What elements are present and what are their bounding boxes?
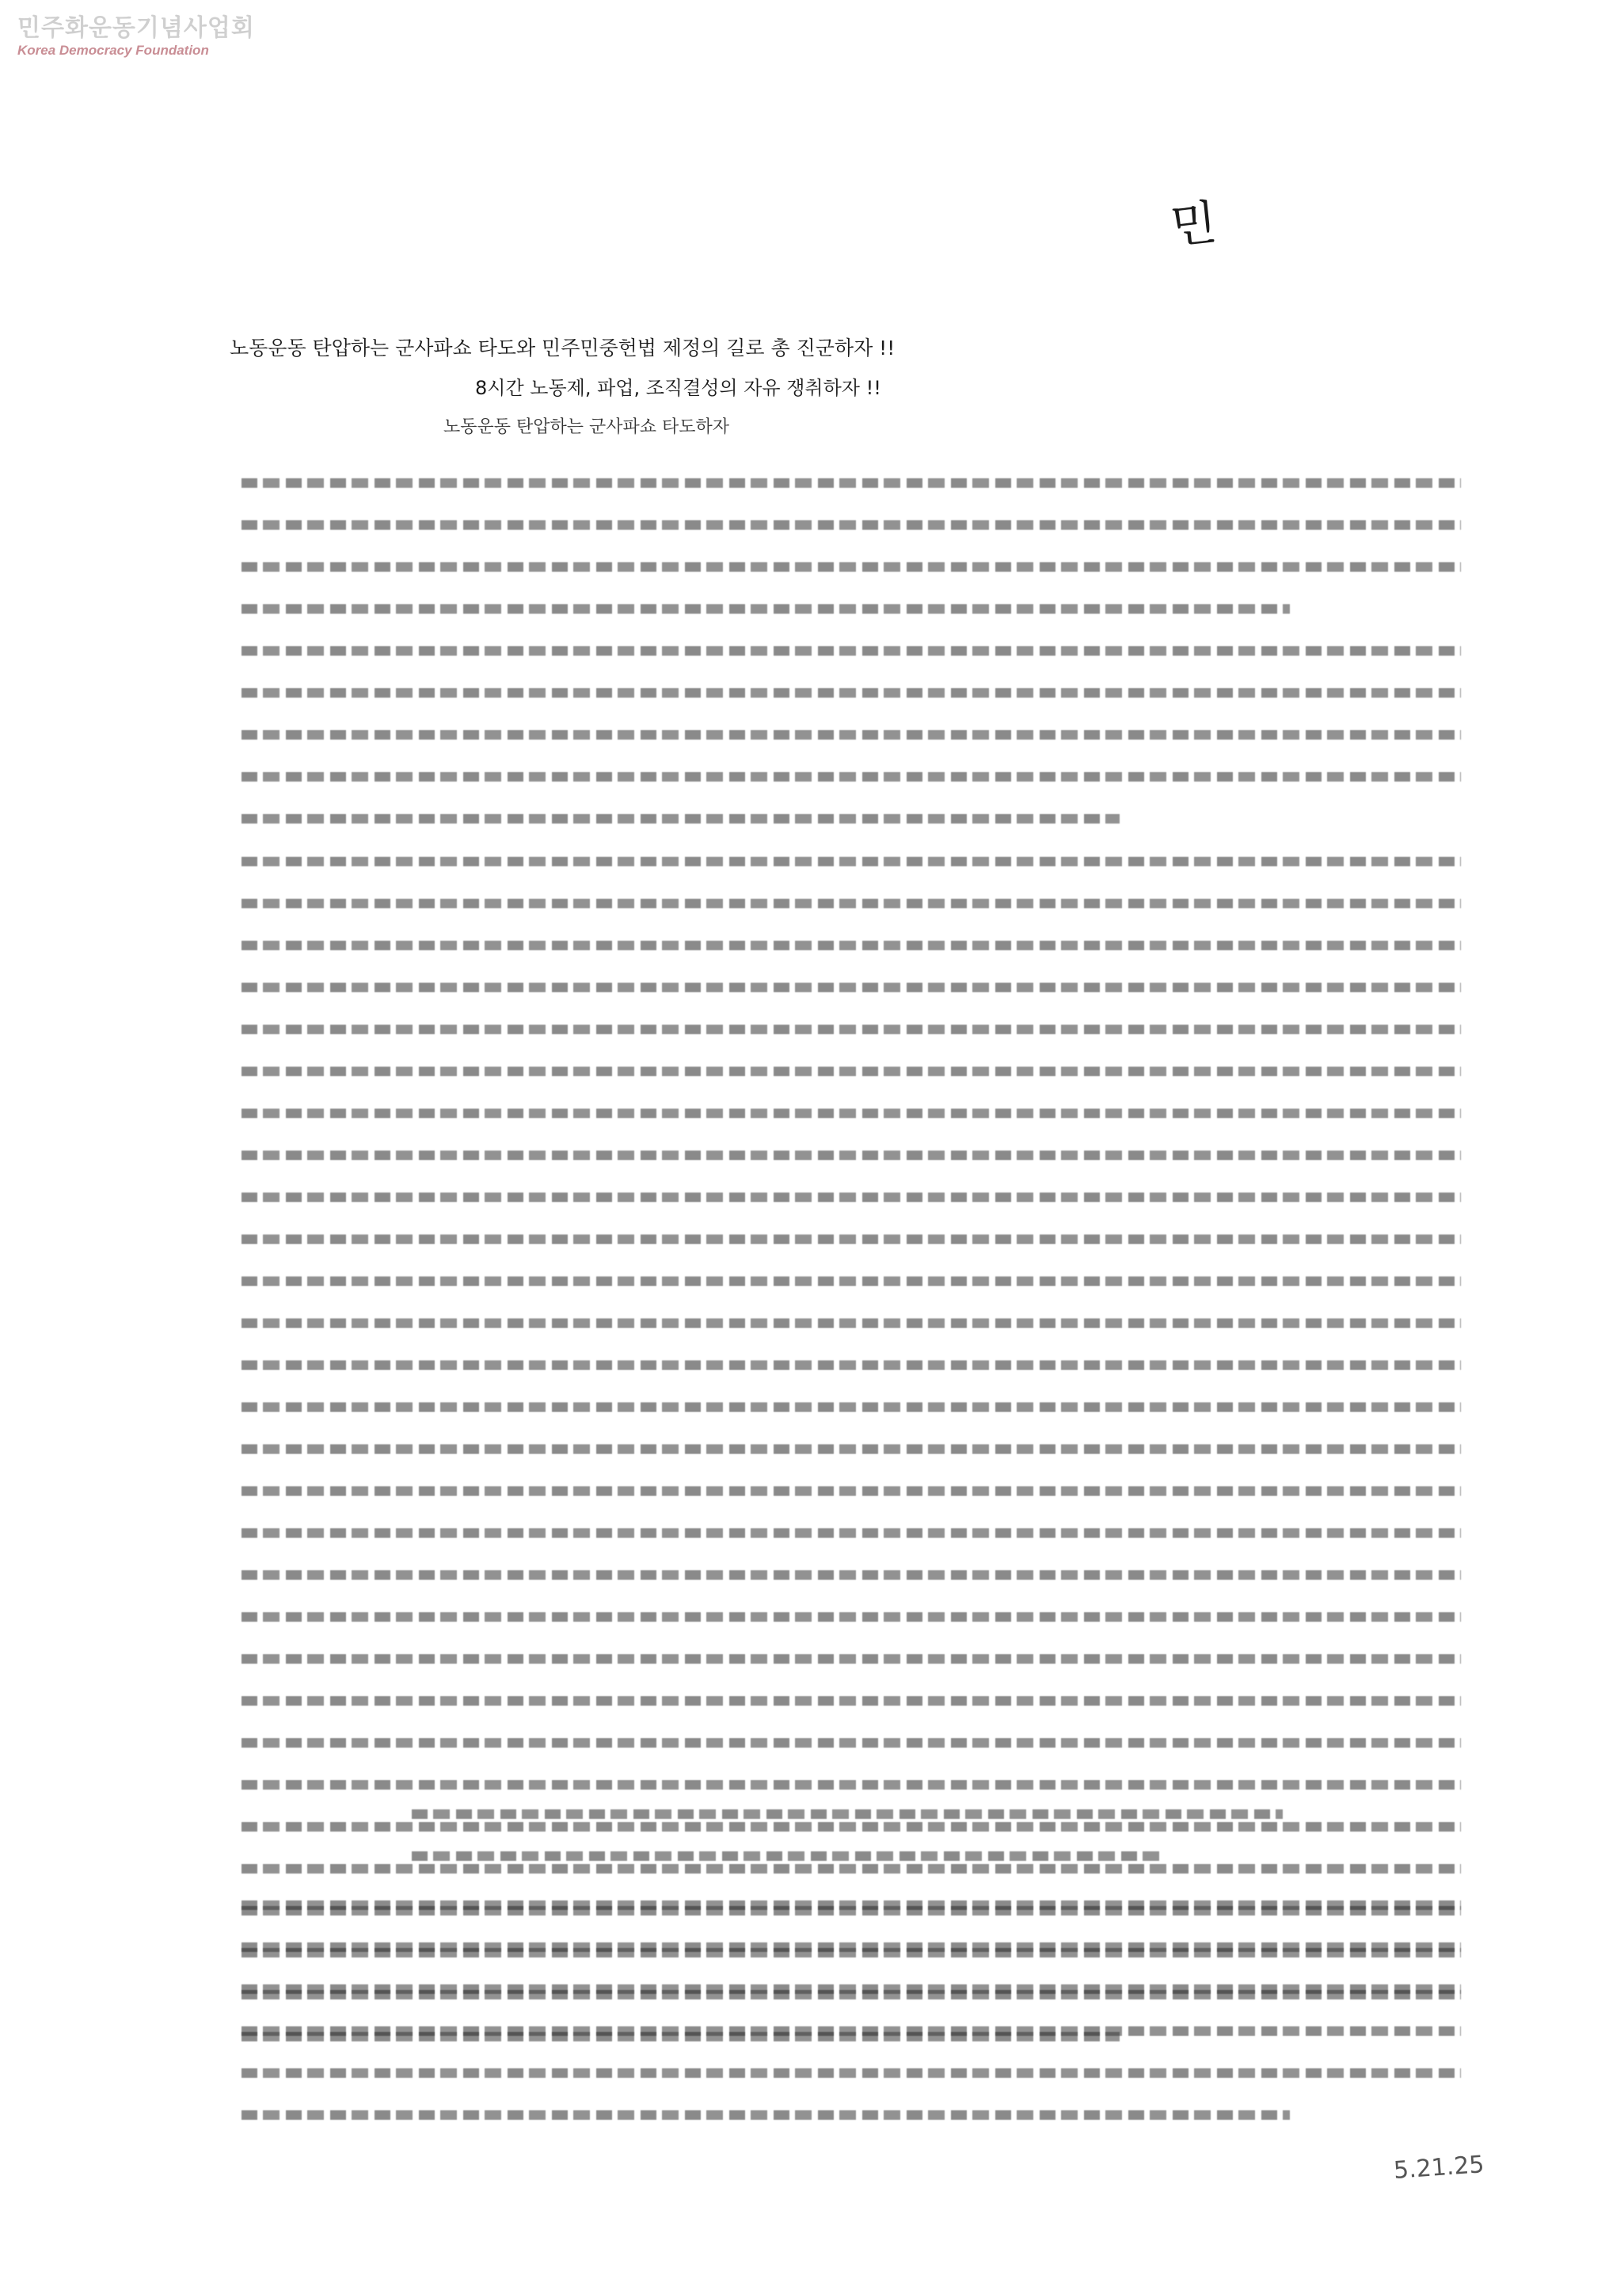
document-title-line1: 노동운동 탄압하는 군사파쇼 타도와 민주민중헌법 제정의 길로 총 진군하자 !! [230,337,896,360]
document-subheading: 노동운동 탄압하는 군사파쇼 타도하자 [443,417,730,437]
body-text-block-3 [242,1900,1461,2152]
body-text-block-1 [242,478,1461,856]
handwritten-signature: 5.21.25 [1392,2151,1485,2185]
document-title-line2: 8시간 노동제, 파업, 조직결성의 자유 쟁취하자 !! [475,377,881,399]
page-mark: 민 [1168,195,1219,255]
watermark [17,14,255,59]
watermark-english: Korea Democracy Foundation [17,43,209,58]
watermark-korean: 민주화운동기념사업회 [17,14,255,42]
closing-slogan [412,1809,1283,1893]
